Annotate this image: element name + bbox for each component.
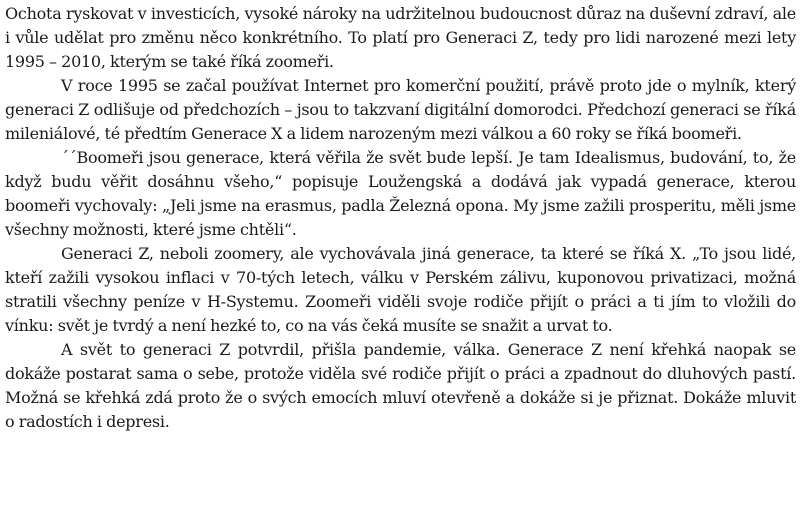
document-body — [0, 2, 800, 524]
paragraph-conclusion: A svět to generaci Z potvrdil, přišla pandemie, válka. Generace Z není křehká naopak se dokáže postarat sama o sebe, protože viděla své rodiče přijít o práci a zpadnout do dluhových pastí. Možná se křehká zdá proto že o svých emocích mluví otevřeně a dokáže si je přiznat. Dokáže mluvit o radostích i depresi. — [5, 340, 796, 431]
paragraph-internet-1995: V roce 1995 se začal používat Internet pro komerční použití, právě proto jde o mylník, který generaci Z odlišuje od předchozích – jsou to takzvaní digitální domorodci. Předchozí generaci se říká mileniálové, té předtím Generace X a lidem narozeným mezi válkou a 60 roky se říká boomeři. — [5, 76, 796, 143]
paragraph-generation-x: Generaci Z, neboli zoomery, ale vychovávala jiná generace, ta které se říká X. „To jsou lidé, kteří zažili vysokou inflaci v 70-tých letech, válku v Perském zálivu, kuponovou privatizaci, možná stratili všechny peníze v H-Systemu. Zoomeři viděli svoje rodiče přijít o práci a ti jím to vložili do vínku: svět je tvrdý a není hezké to, co na vás čeká musíte se snažit a urvat to. — [5, 244, 796, 335]
paragraph-intro: Ochota ryskovat v investicích, vysoké nároky na udržitelnou budoucnost důraz na duševní zdraví, ale i vůle udělat pro změnu něco konkrétního. To platí pro Generaci Z, tedy pro lidi narozené mezi lety 1995 – 2010, kterým se také říká zoomeři. — [5, 4, 796, 71]
paragraph-boomers-quote: ´´Boomeři jsou generace, která věřila že svět bude lepší. Je tam Idealismus, budování, to, že když budu věřit dosáhnu všeho,“ popisuje Loužengská a dodává jak vypadá generace, kterou boomeři vychovaly: „Jeli jsme na erasmus, padla Železná opona. My jsme zažili prosperitu, měli jsme všechny možnosti, které jsme chtěli“. — [5, 148, 796, 239]
